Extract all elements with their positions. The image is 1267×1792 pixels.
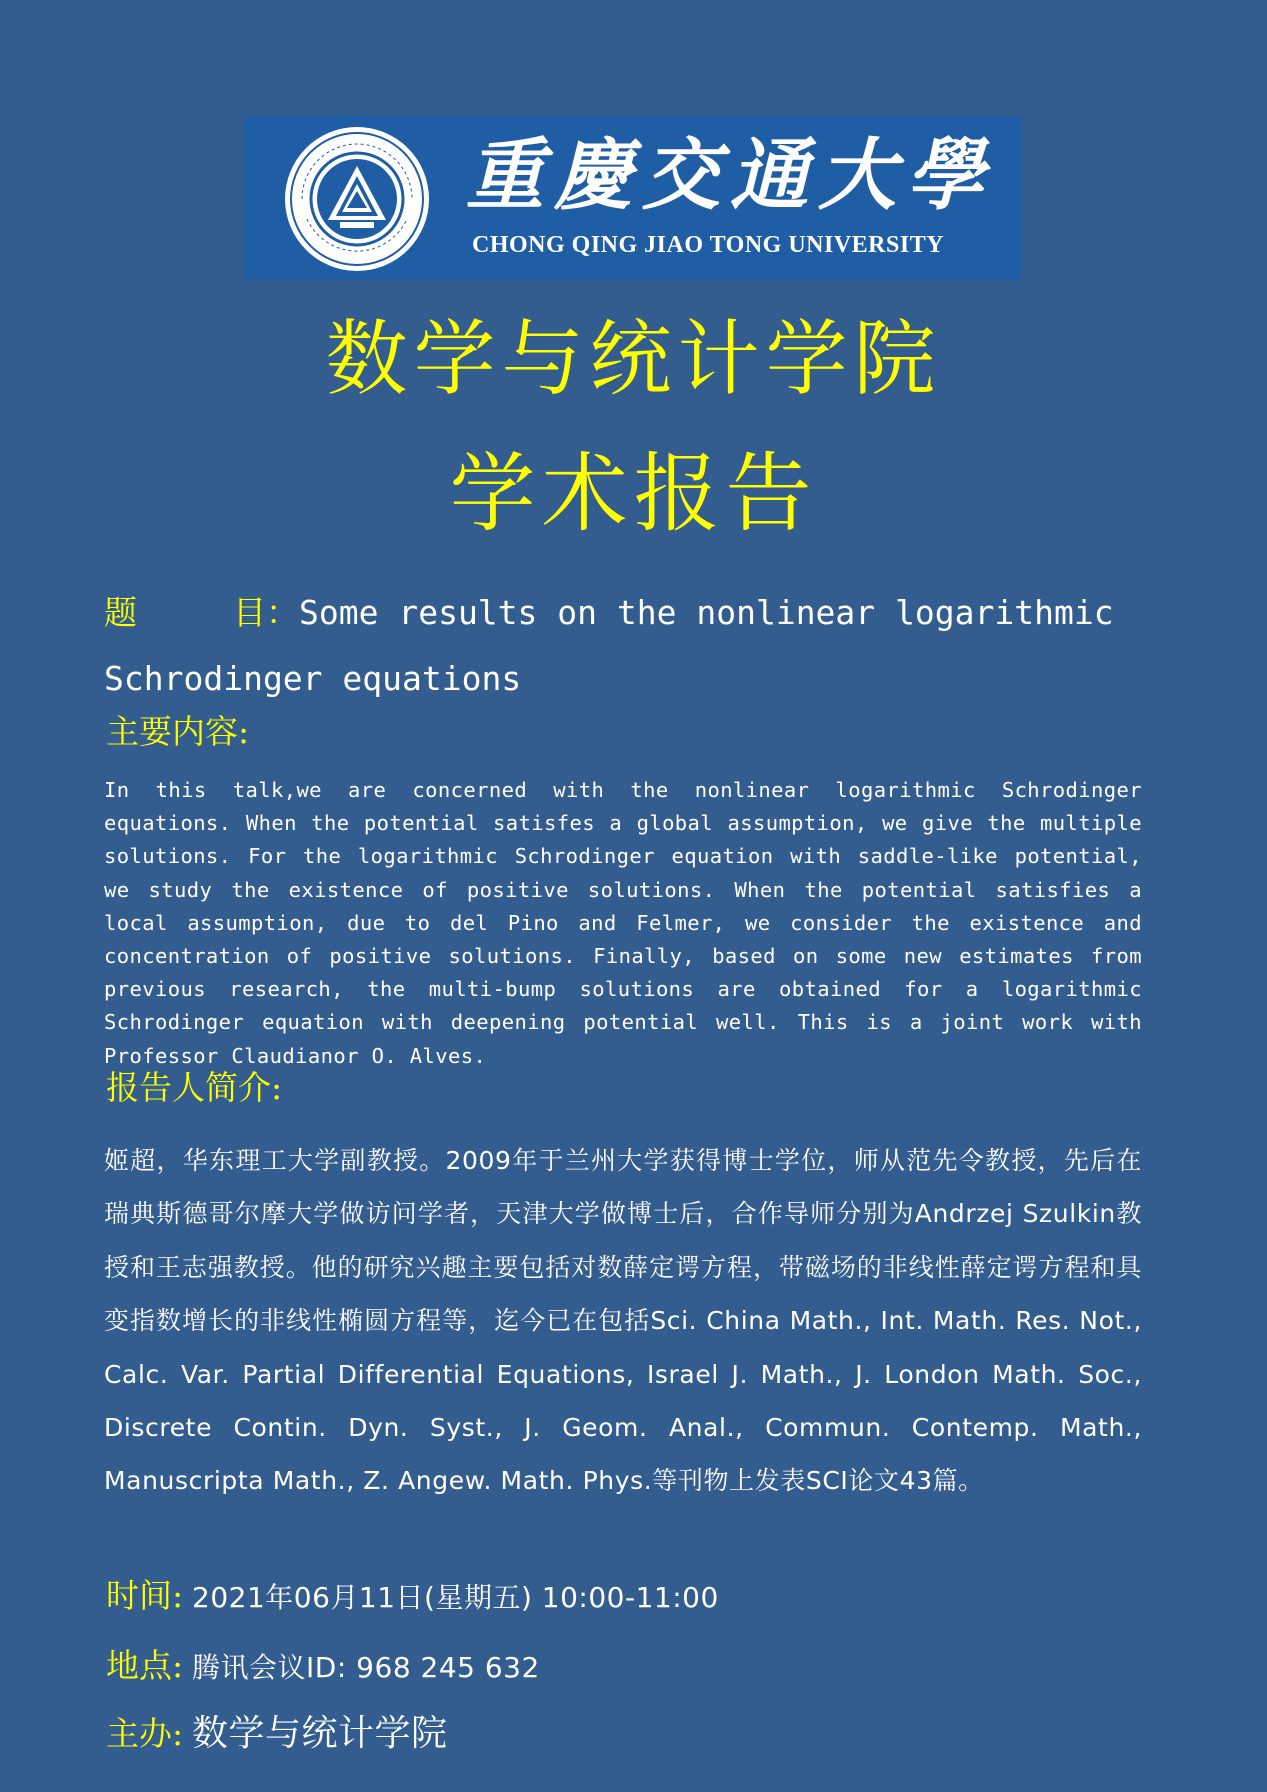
speaker-label: 报告人简介:	[106, 1068, 283, 1107]
host-label: 主办:	[106, 1714, 184, 1753]
school-heading: 数学与统计学院	[325, 312, 942, 407]
host-value: 数学与统计学院	[192, 1713, 448, 1754]
title-label-a: 题	[104, 593, 137, 632]
time-value: 2021年06月11日(星期五) 10:00-11:00	[192, 1581, 719, 1614]
university-banner	[244, 116, 1022, 280]
university-seal-logo	[282, 124, 432, 274]
event-heading: 学术报告	[449, 444, 818, 544]
place-value: 腾讯会议ID: 968 245 632	[192, 1651, 540, 1684]
abstract-label: 主要内容:	[106, 712, 250, 751]
speaker-bio: 姬超，华东理工大学副教授。2009年于兰州大学获得博士学位，师从范先令教授，先后在瑞典斯德哥尔摩大学做访问学者，天津大学做博士后，合作导师分别为Andrzej Szulkin教授和王志强教授。他的研究兴趣主要包括对数薛定谔方程，带磁场的非线性薛定谔方程和具变指数增长的非线性椭圆方程等，迄今已在包括Sci. China Math., Int. Math. Res. Not., Calc. Var. Partial Differential Equations, Israel J. Math., J. London Math. Soc., Discrete Contin. Dyn. Syst., J. Geom. Anal., Commun. Contemp. Math., Manuscripta Math., Z. Angew. Math. Phys.等刊物上发表SCI论文43篇。	[104, 1146, 1142, 1496]
place-row	[106, 1644, 540, 1690]
abstract-text: In this talk,we are concerned with the nonlinear logarithmic Schrodinger equations. When the potential satisfes a global assumption, we give the multiple solutions. For the logarithmic Schrodinger equation with saddle-like potential, we study the existence of positive solutions. When the potential satisfies a local assumption, due to del Pino and Felmer, we consider the existence and concentration of positive solutions. Finally, based on some new estimates from previous research, the multi-bump solutions are obtained for a logarithmic Schrodinger equation with deepening potential well. This is a joint work with Professor Claudianor O. Alves.	[104, 778, 1142, 1068]
place-label: 地点:	[106, 1646, 184, 1685]
university-name-cn: 重慶交通大學	[466, 130, 995, 221]
time-label: 时间:	[106, 1576, 184, 1615]
title-text: Some results on the nonlinear logarithmic Schrodinger equations	[104, 593, 1114, 698]
title-label-b: 目：	[233, 593, 299, 632]
university-name-en: CHONG QING JIAO TONG UNIVERSITY	[472, 232, 945, 258]
talk-title	[104, 580, 1144, 712]
host-row	[106, 1712, 448, 1758]
time-row	[106, 1574, 719, 1620]
